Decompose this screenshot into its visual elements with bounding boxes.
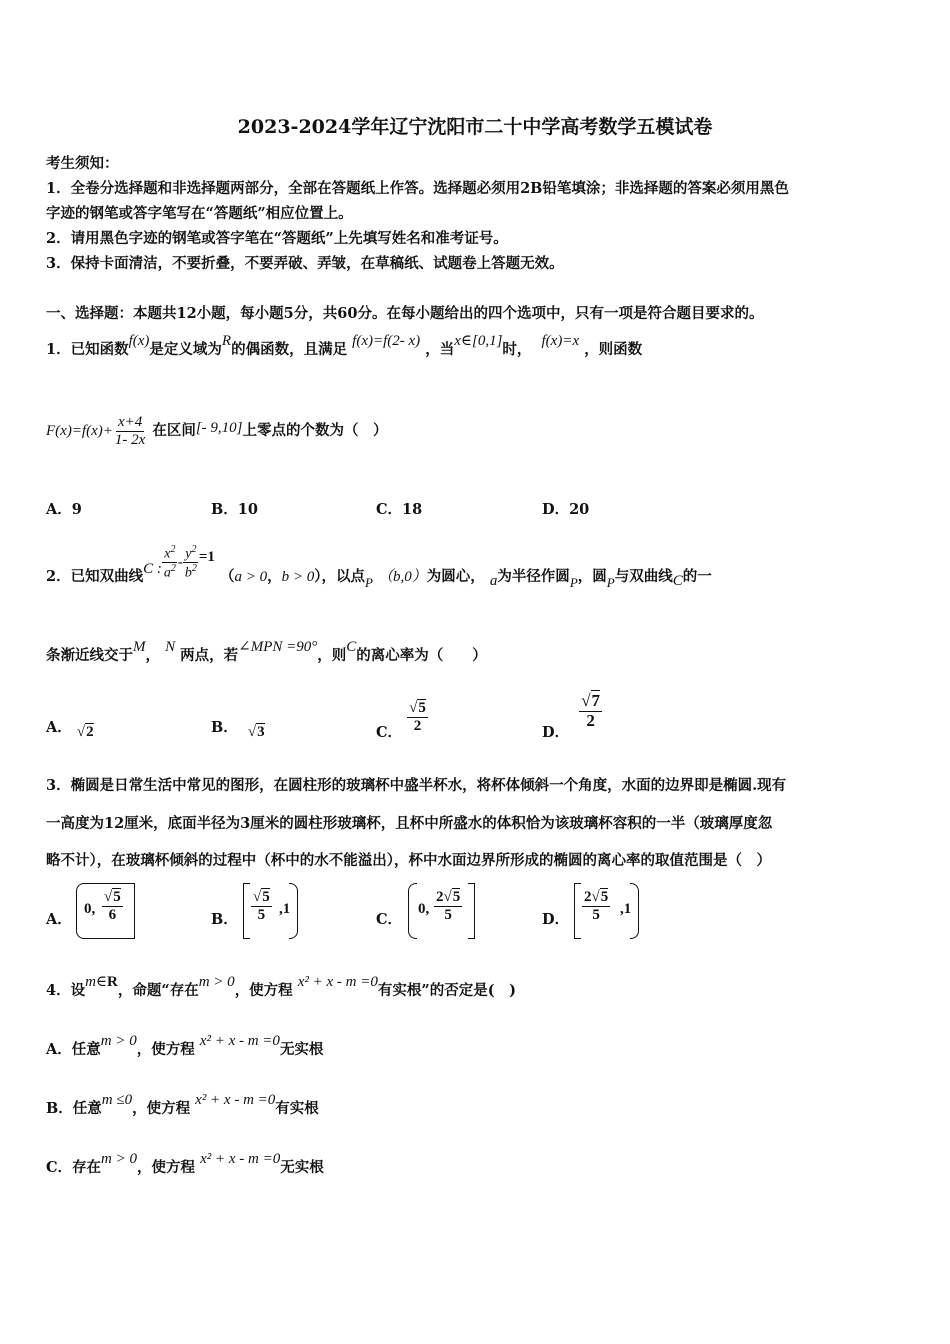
q4-R: R <box>107 974 118 990</box>
option-num <box>102 889 123 907</box>
question-3-line-1: 3．椭圆是日常生活中常见的图形，在圆柱形的玻璃杯中盛半杯水，将杯体倾斜一个角度，水面的边界即是椭圆.现有 <box>46 777 787 794</box>
q2-d-fraction <box>579 692 602 730</box>
q4-m-in: m∈ <box>85 974 108 990</box>
q1-equation-1: f(x)=f(2- x) <box>352 333 421 349</box>
q1-text-6: ，则函数 <box>584 341 643 358</box>
q2-a: a <box>163 565 171 581</box>
q1-text-1: 1．已知函数 <box>46 341 129 358</box>
option-label: B． <box>211 501 238 518</box>
q2-option-a[interactable] <box>46 716 94 740</box>
option-text-3: 有实根 <box>275 1100 319 1117</box>
option-label: C． <box>376 911 403 928</box>
q2-C-2: C <box>346 639 357 655</box>
close-bracket <box>468 883 475 939</box>
q4-equation: x² + x - m =0 <box>297 974 378 990</box>
q1-equation-2: f(x)=x <box>541 333 580 349</box>
option-label: A． <box>46 911 72 928</box>
q1-fx: f(x) <box>128 333 150 349</box>
q2-C-lhs: C : <box>143 560 162 577</box>
option-den: 5 <box>592 906 600 923</box>
option-label: C． <box>46 1159 73 1176</box>
option-coef: 2 <box>584 889 592 905</box>
option-fraction <box>251 889 272 923</box>
q1-option-b[interactable] <box>211 498 258 519</box>
q2-a-exp: 2 <box>170 563 176 575</box>
q2-a-radius: a <box>489 572 498 589</box>
q2-a-condition: a > 0 <box>234 568 268 585</box>
option-label: B． <box>211 719 238 736</box>
q2-line2-comma: ， <box>145 647 160 664</box>
q2-line2-text-3: ，则 <box>317 647 347 664</box>
q2-x-fraction <box>162 544 178 581</box>
q2-text-5: ，圆 <box>577 567 607 585</box>
option-label: A． <box>46 1041 72 1058</box>
q2-b-condition: b > 0 <box>281 568 315 585</box>
q2-x-exp: 2 <box>170 544 176 555</box>
q3-option-d[interactable] <box>542 883 632 941</box>
close-paren <box>289 883 298 939</box>
option-equation: x² + x - m =0 <box>200 1151 281 1167</box>
q2-angle: ∠MPN =90° <box>238 639 318 655</box>
close-paren <box>630 883 639 939</box>
q1-F-numerator: x+4 <box>117 414 143 430</box>
option-left: 0, <box>418 901 430 917</box>
option-den: 5 <box>444 906 452 923</box>
option-text-1: 存在 <box>72 1159 102 1176</box>
option-condition: m > 0 <box>101 1151 138 1167</box>
q2-d-num <box>579 692 602 712</box>
q2-N: N <box>165 639 176 655</box>
q1-option-a[interactable] <box>46 498 82 519</box>
q1-text-4: ，当 <box>425 341 455 358</box>
notice-item-1-line-2: 字迹的钢笔或答字笔写在“答题纸”相应位置上。 <box>46 205 353 222</box>
open-paren <box>408 883 417 939</box>
q3-option-b[interactable] <box>211 883 291 941</box>
q1-F-denominator: 1- 2x <box>114 431 146 448</box>
q1-text-5: 时， <box>502 341 532 358</box>
option-num <box>582 889 610 907</box>
q1-F-lhs: F(x)=f(x)+ <box>46 423 113 439</box>
q1-interval: [- 9,10] <box>195 420 243 436</box>
notice-item-1-line-1: 1．全卷分选择题和非选择题两部分，全部在答题纸上作答。选择题必须用2B铅笔填涂；非选择题的答案必须用黑色 <box>46 180 789 197</box>
option-value: 18 <box>402 501 423 518</box>
q4-text-2: ，命题“存在 <box>117 982 199 999</box>
option-text-2: ，使方程 <box>137 1159 196 1176</box>
open-bracket <box>574 883 581 939</box>
option-right: ,1 <box>620 901 632 917</box>
section-heading: 一、选择题：本题共12小题，每小题5分，共60分。在每小题给出的四个选项中，只有一项是符合题目要求的。 <box>46 305 764 322</box>
option-value: 9 <box>71 501 82 518</box>
q2-y: y <box>185 546 192 562</box>
page-title: 2023-2024学年辽宁沈阳市二十中学高考数学五模试卷 <box>237 116 713 138</box>
q3-option-c[interactable] <box>376 883 461 941</box>
q2-text-1: 2．已知双曲线 <box>46 567 144 585</box>
sqrt-icon: √ <box>591 889 600 905</box>
option-value: 20 <box>569 501 590 518</box>
q2-a-den <box>162 563 178 581</box>
option-radicand: 5 <box>600 889 609 905</box>
q2-option-d[interactable] <box>542 691 602 742</box>
q4-text-4: 有实根”的否定是( ) <box>377 982 516 999</box>
q1-condition: x∈[0,1] <box>454 333 503 349</box>
q2-b: b <box>184 565 192 581</box>
notice-item-3: 3．保持卡面清洁，不要折叠，不要弄破、弄皱，在草稿纸、试题卷上答题无效。 <box>46 255 564 272</box>
option-text-3: 无实根 <box>279 1041 324 1058</box>
option-value: 2 <box>86 724 94 740</box>
option-radicand: 5 <box>452 889 461 905</box>
option-radicand: 5 <box>113 889 121 905</box>
open-bracket <box>243 883 250 939</box>
q2-line2-text-1: 条渐近线交于 <box>46 647 133 664</box>
q1-option-c[interactable] <box>376 498 422 519</box>
q2-y-num <box>183 544 198 563</box>
sqrt-icon: √ <box>247 724 257 740</box>
q2-paren-open: （ <box>219 567 235 585</box>
notice-item-2: 2．请用黑色字迹的钢笔或答字笔在“答题纸”上先填写姓名和准考证号。 <box>46 230 508 247</box>
q2-option-b[interactable] <box>211 716 265 740</box>
q2-minus: - <box>177 554 183 571</box>
option-right: ,1 <box>279 901 291 917</box>
notice-heading: 考生须知： <box>46 155 119 172</box>
q2-d-den: 2 <box>586 710 595 730</box>
question-3-line-3: 略不计），在玻璃杯倾斜的过程中（杯中的水不能溢出），杯中水面边界所形成的椭圆的离心率的取值范围是（ ） <box>46 852 771 869</box>
option-label: A． <box>46 501 72 518</box>
sqrt-icon: √ <box>104 889 113 905</box>
q2-P: P <box>364 574 373 590</box>
q2-text-2: ），以点 <box>314 567 365 585</box>
option-condition: m ≤0 <box>101 1092 133 1108</box>
option-num <box>251 889 272 907</box>
q2-P-3: P <box>606 574 615 590</box>
sqrt-icon: √ <box>409 700 418 716</box>
question-1-line-2 <box>46 414 388 448</box>
q4-m-gt: m > 0 <box>198 974 235 990</box>
q4-option-c[interactable] <box>46 1151 324 1177</box>
q2-c-num <box>407 700 428 718</box>
q2-c-den: 2 <box>413 717 422 734</box>
option-text-1: 任意 <box>71 1041 101 1058</box>
option-label: D． <box>542 911 570 928</box>
q2-comma: ， <box>267 567 282 585</box>
q2-P-2: P <box>569 574 578 590</box>
q2-y-fraction <box>183 544 199 581</box>
q1-option-d[interactable] <box>542 498 589 519</box>
q3-option-a[interactable] <box>46 883 121 941</box>
option-value: 10 <box>237 501 258 518</box>
q1-text-2: 是定义域为 <box>149 341 222 358</box>
option-label: B． <box>46 1100 73 1117</box>
q2-line2-text-4: 的离心率为（ ） <box>356 647 487 664</box>
q1-text-8: 上零点的个数为（ ） <box>242 422 388 439</box>
option-text-2: ，使方程 <box>136 1041 195 1058</box>
q1-R: R <box>221 333 232 349</box>
option-label: C． <box>376 501 403 518</box>
option-den: 5 <box>257 906 266 923</box>
q1-text-3: 的偶函数，且满足 <box>231 341 348 358</box>
option-text-1: 任意 <box>72 1100 102 1117</box>
q2-c-fraction <box>407 700 428 734</box>
option-label: D． <box>542 501 570 518</box>
q2-x: x <box>164 546 171 562</box>
q4-option-b[interactable] <box>46 1092 319 1118</box>
question-2-line-2 <box>46 639 487 665</box>
q2-text-6: 与双曲线 <box>614 567 673 585</box>
q4-text-3: ，使方程 <box>234 982 293 999</box>
option-coef: 2 <box>436 889 444 905</box>
option-text-3: 无实根 <box>280 1159 324 1176</box>
option-value: 3 <box>257 724 265 740</box>
q2-text-7: 的一 <box>682 567 712 585</box>
question-2-line-1 <box>46 544 712 590</box>
q2-text-3: 为圆心， <box>426 567 485 585</box>
close-bracket <box>128 883 135 939</box>
question-4-line <box>46 974 516 1000</box>
option-label: D． <box>542 724 570 742</box>
question-3-line-2: 一高度为12厘米，底面半径为3厘米的圆柱形玻璃杯，且杯中所盛水的体积恰为该玻璃杯容积的一半（玻璃厚度忽 <box>46 815 773 832</box>
sqrt-icon: √ <box>443 889 452 905</box>
option-fraction <box>102 889 123 923</box>
option-condition: m > 0 <box>100 1033 137 1049</box>
option-radicand: 5 <box>262 889 270 905</box>
q2-M: M <box>133 639 146 655</box>
option-equation: x² + x - m =0 <box>195 1092 276 1108</box>
q2-x-num <box>162 544 177 563</box>
option-fraction <box>582 889 610 923</box>
q2-text-4: 为半径作圆 <box>497 567 570 585</box>
q2-C: C <box>672 572 683 589</box>
q2-b-den <box>183 563 199 581</box>
q2-y-exp: 2 <box>191 544 197 555</box>
q1-F-fraction <box>113 414 147 448</box>
q2-equals-1: =1 <box>198 548 215 565</box>
q1-text-7: 在区间 <box>152 422 196 439</box>
option-label: B． <box>211 911 238 928</box>
question-1-line-1 <box>46 333 643 359</box>
q2-c-radicand: 5 <box>418 700 426 716</box>
q4-option-a[interactable] <box>46 1033 324 1059</box>
option-left: 0, <box>84 901 96 917</box>
option-equation: x² + x - m =0 <box>199 1033 280 1049</box>
q4-text-1: 4．设 <box>46 982 86 999</box>
option-fraction <box>434 889 462 923</box>
q2-b-exp: 2 <box>191 563 197 575</box>
option-num <box>434 889 462 907</box>
q2-option-c[interactable] <box>376 700 428 741</box>
option-den: 6 <box>108 906 117 923</box>
sqrt-icon: √ <box>76 724 86 740</box>
option-text-2: ，使方程 <box>132 1100 191 1117</box>
q2-point: （b,0） <box>377 568 427 585</box>
option-label: C． <box>376 724 403 741</box>
sqrt-icon: √ <box>581 691 591 710</box>
q2-d-radicand: 7 <box>591 691 601 710</box>
option-label: A． <box>46 719 72 736</box>
q2-line2-text-2: 两点，若 <box>180 647 239 664</box>
sqrt-icon: √ <box>253 889 262 905</box>
